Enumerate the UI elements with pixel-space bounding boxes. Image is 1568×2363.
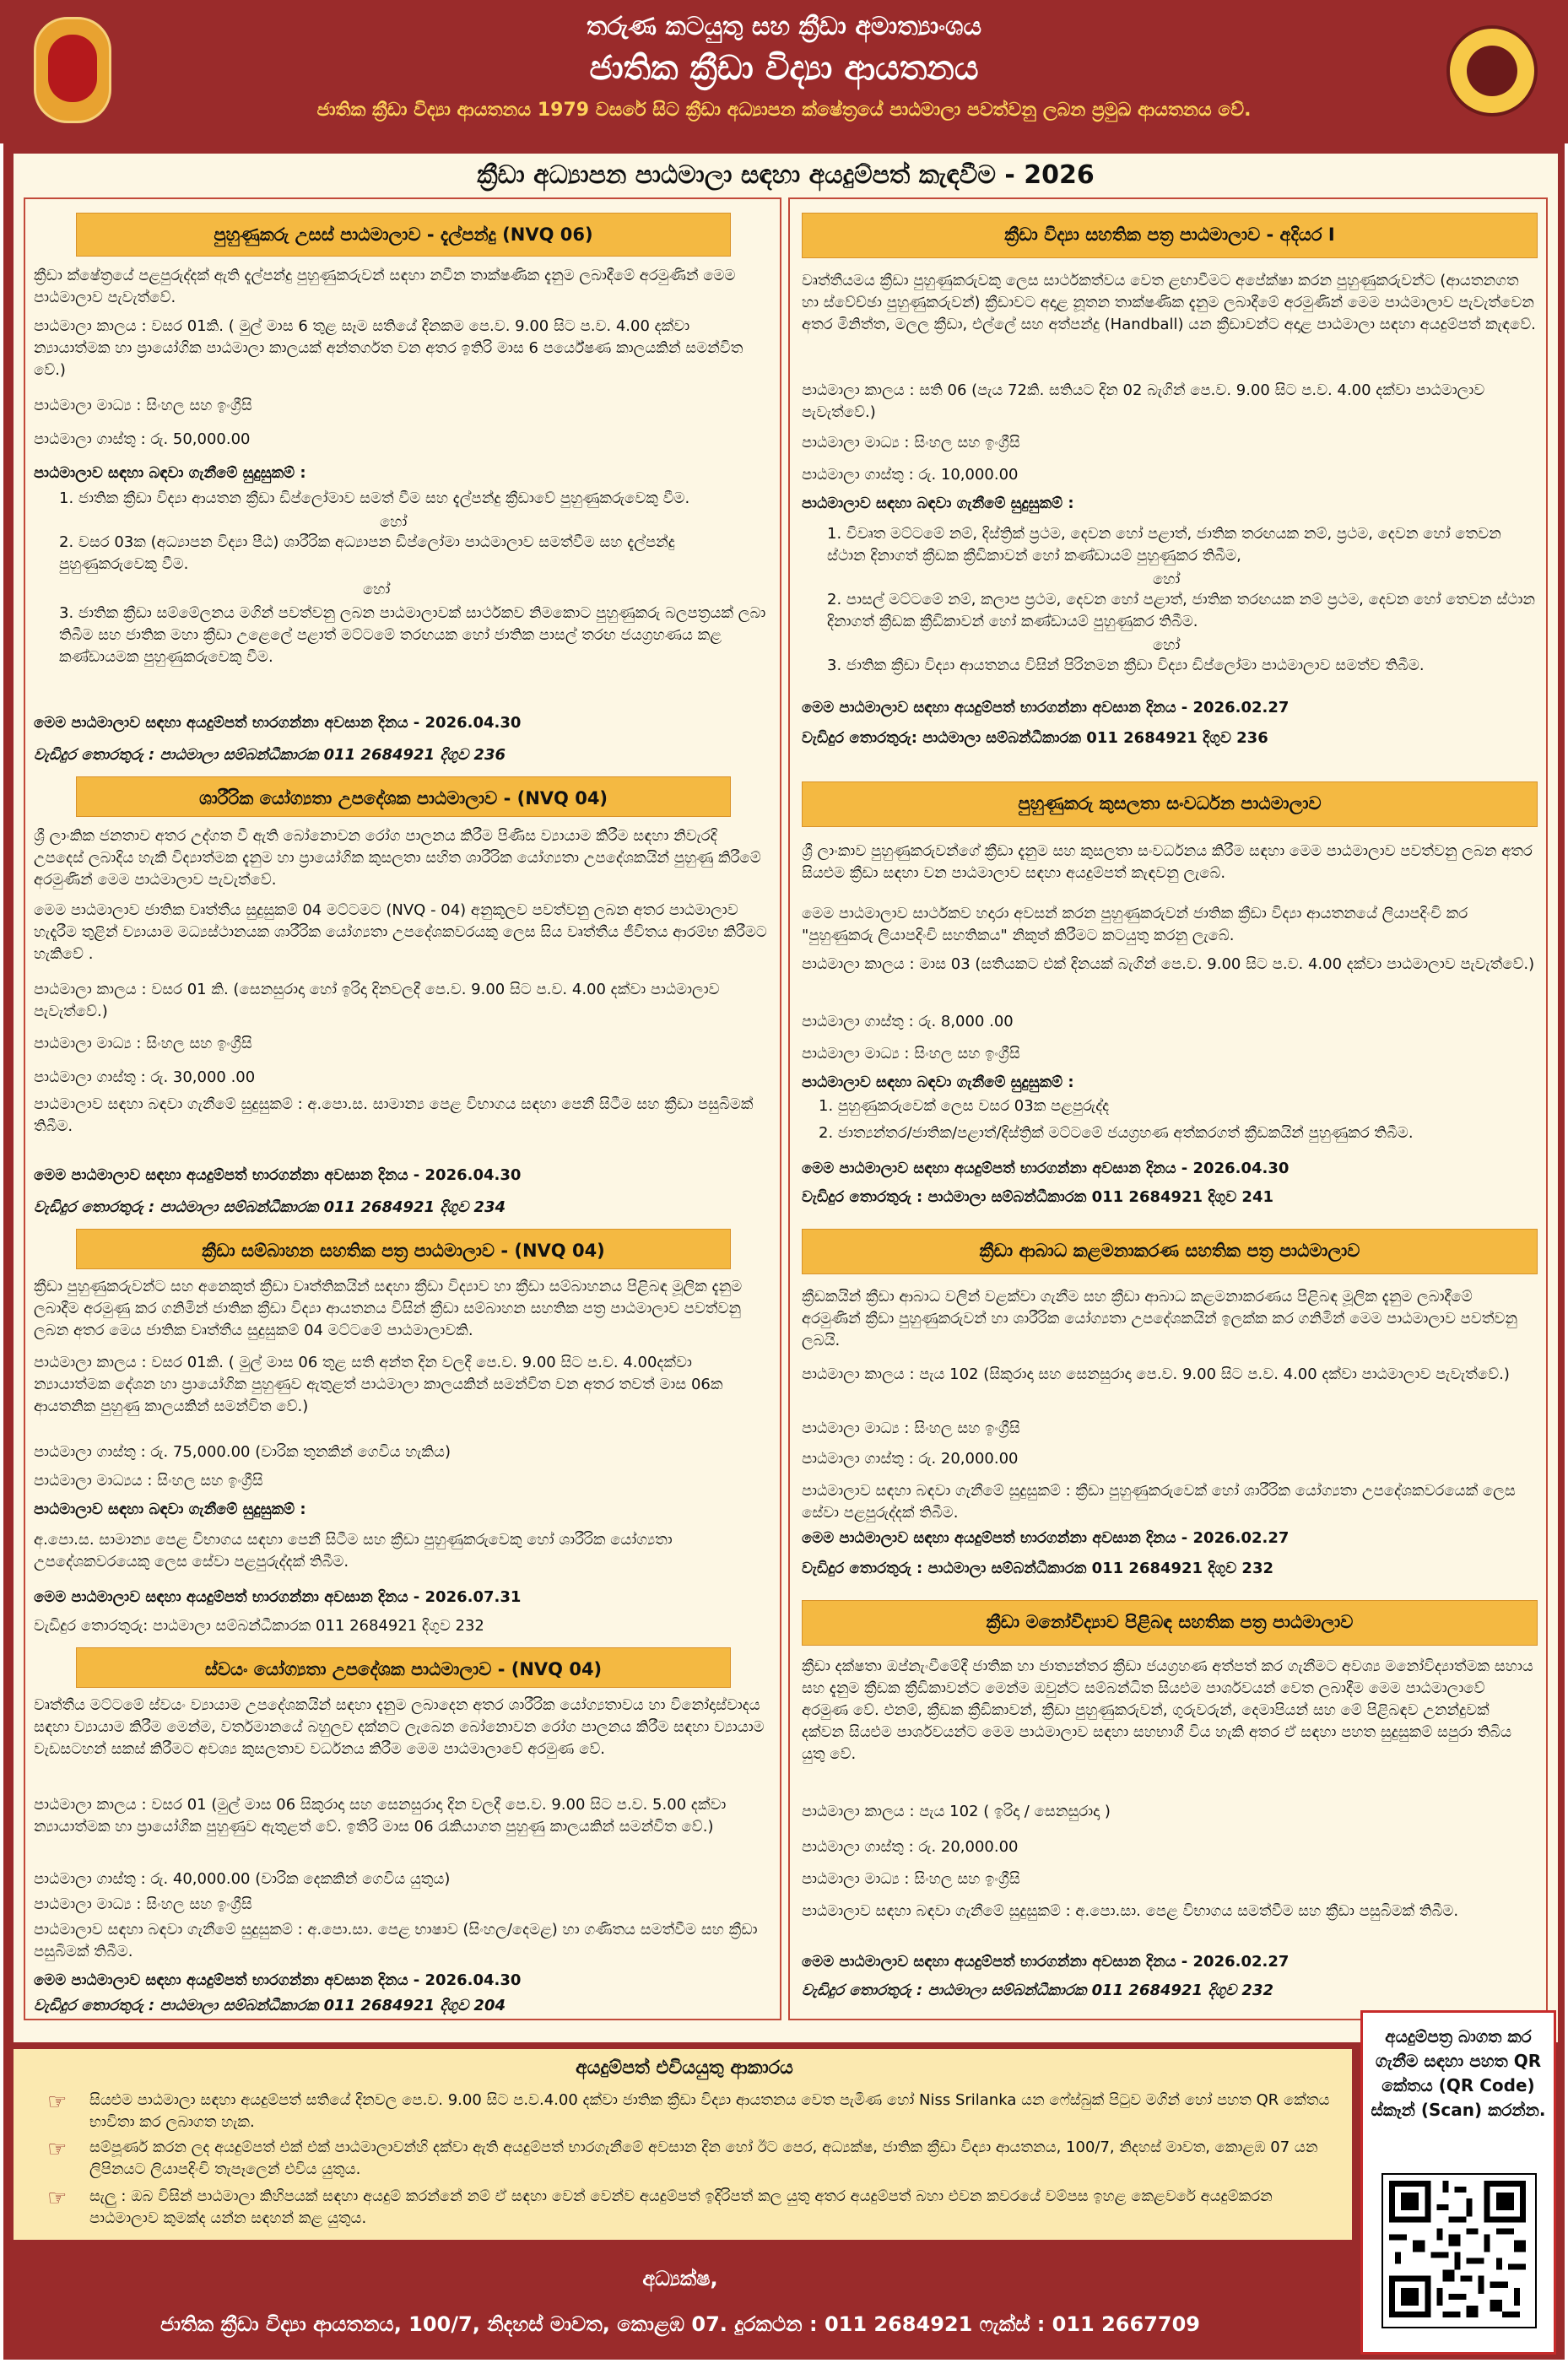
course-requirements: පාඨමාලාව සඳහා බඳවා ගැනීමේ සුදුසුකම් : අ.පො.සා. පෙළ භාෂාව (සිංහල/දෙමළ) හා ගණිතය සමත්වීම සහ ක්‍රීඩා පසුබිමක් තිබීම.: [34, 1921, 758, 1960]
course-fee: පාඨමාලා ගාස්තු : රු. 10,000.00: [802, 466, 1019, 484]
course-duration: පාඨමාලා කාලය : පැය 102 (සිකුරාදා සහ සෙනසුරාදා පෙ.ව. 9.00 සිට ප.ව. 4.00 දක්වා පාඨමාලාව පැවැත්වේ.): [802, 1365, 1510, 1383]
footer-director: අධ්‍යක්ෂ,: [642, 2267, 718, 2290]
course-fee: පාඨමාලා ගාස්තු : රු. 30,000 .00: [34, 1068, 256, 1086]
course-deadline: මෙම පාඨමාලාව සඳහා අයදුම්පත් භාරගන්නා අවසාන දිනය - 2026.04.30: [34, 1971, 522, 1989]
course-duration: පාඨමාලා කාලය : පැය 102 ( ඉරිදා / සෙනසුරාදා ): [802, 1803, 1111, 1820]
course-deadline: මෙම පාඨමාලාව සඳහා අයදුම්පත් භාරගන්නා අවසාන දිනය - 2026.02.27: [802, 699, 1290, 716]
course-deadline: මෙම පාඨමාලාව සඳහා අයදුම්පත් භාරගන්නා අවසාන දිනය - 2026.04.30: [802, 1160, 1290, 1177]
course-req-head: පාඨමාලාව සඳහා බඳවා ගැනීමේ සුදුසුකම් :: [34, 1501, 306, 1518]
course-title-fitness-instructor: ශාරීරික යෝග්‍යතා උපදේශක පාඨමාලාව - (NVQ 04): [76, 776, 731, 817]
course-req-item: 2. පාසල් මට්ටමේ නම්, කලාප ප්‍රථම, දෙවන හෝ පළාත්, ජාතික තරඟයක නම් ප්‍රථම, දෙවන හෝ තෙවන ස්ථාන දිනාගත් ක්‍රීඩක ක්‍රීඩිකාවන් හෝ කණ්ඩායම් පුහුණුකර තිබීම.: [827, 591, 1536, 630]
course-fee: පාඨමාලා ගාස්තු : රු. 75,000.00 (වාරික තුනකින් ගෙවිය හැකිය): [34, 1443, 451, 1461]
course-fee: පාඨමාලා ගාස්තු : රු. 40,000.00 (වාරික දෙකකින් ගෙවිය යුතුය): [34, 1870, 451, 1888]
course-medium: පාඨමාලා මාධ්‍ය : සිංහල සහ ඉංග්‍රීසි: [34, 1895, 252, 1913]
course-contact: වැඩිදුර තොරතුරු: පාඨමාලා සම්බන්ධීකාරක 011 2684921 දිගුව 232: [34, 1617, 484, 1635]
course-title-sports-science-cert: ක්‍රීඩා විද්‍යා සහතික පත්‍ර පාඨමාලාව - අදියර I: [802, 213, 1538, 258]
course-contact: වැඩිදුර තොරතුරු : පාඨමාලා සම්බන්ධීකාරක 011 2684921 දිගුව 232: [802, 1982, 1273, 1999]
course-nvq-note: මෙම පාඨමාලාව ජාතික වෘත්තීය සුදුසුකම් 04 මට්ටමට (NVQ - 04) අනුකූලව පවත්වනු ලබන අතර පාඨමාලාව හැදෑරීම තුළින් ව්‍යායාම මධ්‍යස්ථානයක ශාරීරික යෝග්‍යතා උපදේශකවරයකු ලෙස සිය වෘත්තීය ජීවිතය ආරම්භ කිරීමට හැකිවේ .: [34, 901, 767, 963]
course-duration: පාඨමාලා කාලය : සති 06 (පැය 72කි. සතියට දින 02 බැගින් පෙ.ව. 9.00 සිට ප.ව. 4.00 දක්වා පාඨමාලාව පැවැත්වේ.): [802, 381, 1485, 421]
course-fee: පාඨමාලා ගාස්තු : රු. 50,000.00: [34, 430, 251, 448]
qr-code-panel: [1360, 2010, 1556, 2355]
course-cert-note: මෙම පාඨමාලාව සාර්ථකව හදාරා අවසන් කරන පුහුණුකරුවන් ජාතික ක්‍රීඩා විද්‍යා ආයතනයේ ලියාපදිංචි කර "පුහුණුකරු ලියාපදිංචි සහතිකය" නිකුත් කිරීමට කටයුතු කරනු ලැබේ.: [802, 905, 1468, 944]
course-medium: පාඨමාලා මාධ්‍ය : සිංහල සහ ඉංග්‍රීසි: [802, 1045, 1020, 1063]
course-req-item: 2. වසර 03ක (අධ්‍යාපන විද්‍යා පීඨ) ශාරීරික අධ්‍යාපන ඩිප්ලෝමා පාඨමාලාව සමත්වීම සහ දැල්පන්දු පුහුණුකරුවෙකු වීම.: [59, 533, 675, 573]
course-medium: පාඨමාලා මාධ්‍යය : සිංහල සහ ඉංග්‍රීසි: [34, 1472, 263, 1490]
institute-tagline: ජාතික ක්‍රීඩා විද්‍යා ආයතනය 1979 වසරේ සිට ක්‍රීඩා අධ්‍යාපන ක්ෂේත්‍රයේ පාඨමාලා පවත්වනු ලබන ප්‍රමුඛ ආයතනය වේ.: [316, 100, 1252, 121]
course-intro: ශ්‍රී ලාංකික ජනතාව අතර උද්ගත වී ඇති බෝනොවන රෝග පාලනය කිරීම පිණිස ව්‍යායාම කිරීම සඳහා නිවැරදි උපදෙස් ලබාදිය හැකි විද්‍යාත්මක දැනුම හා ප්‍රායෝගික කුසලතා සහිත ශාරීරික යෝග්‍යතා උපදේශකයින් පුහුණු කිරීමේ අරමුණින් මෙම පාඨමාලාව පැවැත්වේ.: [34, 827, 761, 889]
header-banner: [0, 0, 1568, 143]
course-fee: පාඨමාලා ගාස්තු : රු. 8,000 .00: [802, 1013, 1014, 1030]
footer-contact: ජාතික ක්‍රීඩා විද්‍යා ආයතනය, 100/7, නිදහස් මාවත, කොළඹ 07. දුරකථන : 011 2684921 ෆැක්ස් : 011 2667709: [160, 2312, 1200, 2336]
course-deadline: මෙම පාඨමාලාව සඳහා අයදුම්පත් භාරගන්නා අවසාන දිනය - 2026.02.27: [802, 1529, 1290, 1547]
course-contact: වැඩිදුර තොරතුරු : පාඨමාලා සම්බන්ධීකාරක 011 2684921 දිගුව 234: [34, 1198, 506, 1216]
course-contact: වැඩිදුර තොරතුරු : පාඨමාලා සම්බන්ධීකාරක 011 2684921 දිගුව 241: [802, 1188, 1273, 1206]
course-requirements: පාඨමාලාව සඳහා බඳවා ගැනීමේ සුදුසුකම් : අ.පො.ස. සාමාන්‍ය පෙළ විභාගය සඳහා පෙනී සිටීම සහ ක්‍රීඩා පසුබිමක් තිබීම.: [34, 1095, 754, 1135]
course-req-item: 3. ජාතික ක්‍රීඩා සම්මේලනය මගින් පවත්වනු ලබන පාඨමාලාවක් සාර්ථකව නිමකොට පුහුණුකරු බලපත්‍රයක් ලබා තිබීම සහ ජාතික මහා ක්‍රීඩා උළෙලේ පළාත් මට්ටමේ තරඟයක හෝ ජාතික පාසල් තරඟ ජයග්‍රහණය කළ කණ්ඩායමක පුහුණුකරුවෙකු වීම.: [59, 604, 766, 666]
course-duration: පාඨමාලා කාලය : වසර 01කි. ( මුල් මාස 6 තුළ සෑම සතියේ දිනකම පෙ.ව. 9.00 සිට ප.ව. 4.00 දක්වා න්‍යායාත්මක හා ප්‍රායෝගික පාඨමාලා කාලයක් අන්තර්ගත වන අතර ඉතිරි මාස 6 පර්යේෂණ කාලයකින් සමන්විත වේ.): [34, 317, 743, 379]
apply-step: සියළුම පාඨමාලා සඳහා අයදුම්පත් සතියේ දිනවල පෙ.ව. 9.00 සිට ප.ව.4.00 දක්වා ජාතික ක්‍රීඩා විද්‍යා ආයතනය වෙත පැමිණ හෝ Niss Srilanka යන ෆේස්බුක් පිටුව මගින් හෝ පහත QR කේතය භාවිතා කර ලබාගත හැක.: [89, 2091, 1330, 2131]
course-or: හෝ: [380, 513, 408, 531]
course-medium: පාඨමාලා මාධ්‍ය : සිංහල සහ ඉංග්‍රීසි: [802, 1419, 1020, 1437]
course-medium: පාඨමාලා මාධ්‍ය : සිංහල සහ ඉංග්‍රීසි: [802, 434, 1020, 452]
qr-code-icon[interactable]: [1381, 2173, 1537, 2328]
course-deadline: මෙම පාඨමාලාව සඳහා අයදුම්පත් භාරගන්නා අවසාන දිනය - 2026.02.27: [802, 1953, 1290, 1971]
pointing-hand-icon: ☞: [47, 2090, 68, 2115]
course-title-injury-management: ක්‍රීඩා ආබාධ කළමනාකරණ සහතික පත්‍ර පාඨමාලාව: [802, 1229, 1538, 1274]
pointing-hand-icon: ☞: [47, 2137, 68, 2162]
course-req-head: පාඨමාලාව සඳහා බඳවා ගැනීමේ සුදුසුකම් :: [802, 495, 1074, 512]
course-intro: ක්‍රීඩා දක්ෂතා ඔප්නැංවීමේදී ජාතික හා ජාත්‍යන්තර ක්‍රීඩා ජයග්‍රහණ අත්පත් කර ගැනීමට අවශ්‍ය මනෝවිද්‍යාත්මක සහාය සහ දැනුම ක්‍රීඩක ක්‍රීඩිකාවන්ට මෙන්ම ඔවුන්ට සම්බන්ධිත සියළුම පාර්ශවයන් වෙත ලබාදීම මෙම පාඨමාලාවේ අරමුණ වේ. එනම්, ක්‍රීඩක ක්‍රීඩිකාවන්, ක්‍රීඩා පුහුණුකරුවන්, ගුරුවරුන්, දෙමාපියන් සහ මේ පිළිබඳව උනන්දුවක් දක්වන සියළුම පාර්ශවයන්ට මෙම පාඨමාලාව සඳහා සහභාගී විය හැකි අතර ඒ සඳහා පහත සුදුසුකම් සපුරා තිබිය යුතු වේ.: [802, 1657, 1533, 1763]
course-req-head: පාඨමාලාව සඳහා බඳවා ගැනීමේ සුදුසුකම් :: [34, 464, 306, 482]
institute-name: ජාතික ක්‍රීඩා විද්‍යා ආයතනය: [589, 49, 979, 88]
course-contact: වැඩිදුර තොරතුරු : පාඨමාලා සම්බන්ධීකාරක 011 2684921 දිගුව 232: [802, 1560, 1273, 1577]
course-title-netball: පුහුණුකරු උසස් පාඨමාලාව - දැල්පන්දු (NVQ 06): [76, 213, 731, 257]
course-title-coach-skills: පුහුණුකරු කුසලතා සංවර්ධන පාඨමාලාව: [802, 781, 1538, 827]
apply-step: සම්පූර්ණ කරන ලද අයදුම්පත් එක් එක් පාඨමාලාවන්හි දක්වා ඇති අයදුම්පත් භාරගැනීමේ අවසාන දින හෝ ඊට පෙර, අධ්‍යක්ෂ, ජාතික ක්‍රීඩා විද්‍යා ආයතනය, 100/7, නිදහස් මාවත, කොළඹ 07 යන ලිපිනයට ලියාපදිංචි තැපෑලෙන් එවිය යුතුය.: [89, 2139, 1318, 2178]
course-requirements: පාඨමාලාව සඳහා බඳවා ගැනීමේ සුදුසුකම් : අ.පො.සා. පෙළ විභාගය සමත්වීම සහ ක්‍රීඩා පසුබිමක් තිබීම.: [802, 1902, 1459, 1920]
apply-note: සැලු : ඔබ විසින් පාඨමාලා කිහිපයක් සඳහා අයදුම් කරන්නේ නම් ඒ සඳහා වෙන් වෙන්ව අයදුම්පත් ඉදිරිපත් කල යුතු අතර අයදුම්පත් බහා එවන කවරයේ වම්පස ඉහළ කෙළවරේ අයදුම්කරන පාඨමාලාව කුමක්ද යන්න සඳහන් කළ යුතුය.: [89, 2187, 1273, 2227]
course-or: හෝ: [363, 581, 391, 598]
course-requirements: පාඨමාලාව සඳහා බඳවා ගැනීමේ සුදුසුකම් : ක්‍රීඩා පුහුණුකරුවෙක් හෝ ශාරීරික යෝග්‍යතා උපදේශකවරයෙක් ලෙස සේවා පළපුරුද්දක් තිබීම.: [802, 1482, 1516, 1522]
course-duration: පාඨමාලා කාලය : මාස 03 (සතියකට එක් දිනයක් බැගින් පෙ.ව. 9.00 සිට ප.ව. 4.00 දක්වා පාඨමාලාව පැවැත්වේ.): [802, 955, 1535, 973]
course-intro: ශ්‍රී ලාංකාව පුහුණුකරුවන්ගේ ක්‍රීඩා දැනුම සහ කුසලතා සංවර්ධනය කිරීම සඳහා මෙම පාඨමාලාව පවත්වනු ලබන අතර සියළුම ක්‍රීඩා සඳහා වන පාඨමාලාව සඳහා අයදුම්පත් කැඳවනු ලැබේ.: [802, 842, 1533, 882]
course-req-head: පාඨමාලාව සඳහා බඳවා ගැනීමේ සුදුසුකම් :: [802, 1073, 1074, 1091]
course-req-item: 2. ජාත්‍යන්තර/ජාතික/පළාත්/දිස්ත්‍රික් මට්ටමේ ජයග්‍රහණ අත්කරගත් ක්‍රීඩකයින් පුහුණුකර තිබීම.: [819, 1124, 1414, 1142]
course-duration: පාඨමාලා කාලය : වසර 01කි. ( මුල් මාස 06 තුළ සති අන්ත දින වලදී පෙ.ව. 9.00 සිට ප.ව. 4.00දක්වා න්‍යායාත්මක දේශන හා ප්‍රායෝගික පුහුණුව ඇතුළත් පාඨමාලා කාලයකින් සමන්විත වන අතර තවත් මාස 06ක ආයතනික පුහුණු කාලයකින් සමන්විත වේ.): [34, 1354, 723, 1415]
course-intro: ක්‍රීඩා ක්ෂේත්‍රයේ පළපුරුද්දක් ඇති දැල්පන්දු පුහුණුකරුවන් සඳහා නවීන තාක්ෂණික දැනුම ලබාදීමේ අරමුණින් මෙම පාඨමාලාව පැවැත්වේ.: [34, 267, 736, 306]
course-or: හෝ: [1153, 636, 1181, 654]
course-fee: පාඨමාලා ගාස්තු : රු. 20,000.00: [802, 1838, 1019, 1856]
course-contact: වැඩිදුර තොරතුරු: පාඨමාලා සම්බන්ධීකාරක 011 2684921 දිගුව 236: [802, 729, 1268, 747]
course-title-sports-psychology: ක්‍රීඩා මනෝවිද්‍යාව පිළිබඳ සහතික පත්‍ර පාඨමාලාව: [802, 1600, 1538, 1646]
course-intro: වෘත්තීය මට්ටමේ ස්වයං ව්‍යායාම උපදේශකයින් සඳහා දැනුම ලබාදෙන අතර ශාරීරික යෝග්‍යතාවය හා විනෝදාස්වාදය සඳහා ව්‍යායාම කිරීම මෙන්ම, වර්තමානයේ බහුලව දක්නට ලැබෙන බෝනොවන රෝග පාලනය කිරීම සඳහා ව්‍යායාම වැඩසටහන් සකස් කිරීමට අවශ්‍ය කුසලතාව වර්ධනය කිරීම මෙම පාඨමාලාවේ අරමුණ වේ.: [34, 1696, 765, 1758]
course-deadline: මෙම පාඨමාලාව සඳහා අයදුම්පත් භාරගන්නා අවසාන දිනය - 2026.04.30: [34, 714, 522, 732]
pointing-hand-icon: ☞: [47, 2186, 68, 2211]
course-requirements: අ.පො.ස. සාමාන්‍ය පෙළ විභාගය සඳහා පෙනී සිටීම සහ ක්‍රීඩා පුහුණුකරුවෙකු හෝ ශාරීරික යෝග්‍යතා උපදේශකවරයෙකු ලෙස සේවා පළපුරුද්දක් තිබීම.: [34, 1531, 673, 1571]
left-column: [24, 197, 781, 2020]
course-duration: පාඨමාලා කාලය : වසර 01 කි. (සෙනසුරාදා හෝ ඉරිදා දිනවලදී පෙ.ව. 9.00 සිට ප.ව. 4.00 දක්වා පාඨමාලාව පැවැත්වේ.): [34, 981, 720, 1020]
course-intro: ක්‍රීඩා පුහුණුකරුවන්ට සහ අනෙකුත් ක්‍රීඩා වෘත්තිකයින් සඳහා ක්‍රීඩා විද්‍යාව හා ක්‍රීඩා සම්බාහනය පිළිබඳ මූලික දැනුම ලබාදීම අරමුණු කර ගනිමින් ජාතික ක්‍රීඩා විද්‍යා ආයතනය විසින් ක්‍රීඩා සම්බාහන සහතික පත්‍ර පාඨමාලාව පවත්වනු ලබන අතර මෙය ජාතික වෘත්තීය සුදුසුකම් 04 මට්ටමේ පාඨමාලාවකි.: [34, 1278, 743, 1339]
how-to-apply-panel: [12, 2047, 1354, 2241]
ministry-name: තරුණ කටයුතු සහ ක්‍රීඩා අමාත්‍යාංශය: [586, 12, 982, 41]
course-intro: වෘත්තීයමය ක්‍රීඩා පුහුණුකරුවකු ලෙස සාර්ථකත්වය වෙත ළඟාවීමට අපේක්ෂා කරන පුහුණුකරුවන්ට (ආයතනගත හා ස්වේච්ඡා පුහුණුකරුවන්) ක්‍රීඩාවට අදාළ නූතන තාක්ෂණික දැනුම ලබාදීමේ අරමුණින් මෙම පාඨමාලාව පැවැත්වෙන අතර මිනිත්ත, මලල ක්‍රීඩා, එල්ලේ සහ අත්පන්දු (Handball) යන ක්‍රීඩාවන්ට අදාළ පාඨමාලා සඳහා අයදුම්පත් කැඳවේ.: [802, 272, 1536, 333]
course-fee: පාඨමාලා ගාස්තු : රු. 20,000.00: [802, 1450, 1019, 1468]
page-title: ක්‍රීඩා අධ්‍යාපන පාඨමාලා සඳහා අයදුම්පත් කැඳවීම - 2026: [477, 160, 1095, 190]
course-duration: පාඨමාලා කාලය : වසර 01 (මුල් මාස 06 සිකුරාදා සහ සෙනසුරාදා දින වලදී පෙ.ව. 9.00 සිට ප.ව. 5.00 දක්වා න්‍යායාත්මක හා ප්‍රායෝගික පුහුණුව ඇතුළත් වේ. ඉතිරි මාස 06 රැකියාගත පුහුණු කාලයකින් සමන්විත වේ.): [34, 1796, 727, 1836]
course-or: හෝ: [1153, 570, 1181, 588]
course-req-item: 1. පුහුණුකරුවෙක් ලෙස වසර 03ක පළපුරුද්ද: [819, 1097, 1110, 1115]
course-medium: පාඨමාලා මාධ්‍ය : සිංහල සහ ඉංග්‍රීසි: [34, 397, 252, 414]
right-column: [788, 197, 1548, 2020]
course-medium: පාඨමාලා මාධ්‍ය : සිංහල සහ ඉංග්‍රීසි: [802, 1870, 1020, 1888]
course-req-item: 1. විවෘත මට්ටමේ නම්, දිස්ත්‍රික් ප්‍රථම, දෙවන හෝ පළාත්, ජාතික තරඟයක නම්, ප්‍රථම, දෙවන හෝ තෙවන ස්ථාන දිනාගත් ක්‍රීඩක ක්‍රීඩිකාවන් හෝ කණ්ඩායම් පුහුණුකර තිබීම,: [827, 525, 1501, 565]
course-contact: වැඩිදුර තොරතුරු : පාඨමාලා සම්බන්ධීකාරක 011 2684921 දිගුව 204: [34, 1997, 506, 2014]
how-to-apply-title: අයදුම්පත් එවියයුතු ආකාරය: [576, 2057, 793, 2079]
course-title-self-fitness: ස්වයං යෝග්‍යතා උපදේශක පාඨමාලාව - (NVQ 04): [76, 1647, 731, 1688]
niss-logo-icon: [1446, 25, 1538, 116]
course-req-item: 3. ජාතික ක්‍රීඩා විද්‍යා ආයතනය විසින් පිරිනමන ක්‍රීඩා විද්‍යා ඩිප්ලෝමා පාඨමාලාව සමත්ව තිබීම.: [827, 657, 1425, 674]
qr-instructions: අයදුම්පත්‍ර බාගත කර ගැනීම සඳහා පහත QR කේතය (QR Code) ස්කෑන් (Scan) කරන්න.: [1371, 2026, 1546, 2120]
course-deadline: මෙම පාඨමාලාව සඳහා අයදුම්පත් භාරගන්නා අවසාන දිනය - 2026.07.31: [34, 1588, 522, 1606]
course-title-sports-massage: ක්‍රීඩා සම්බාහන සහතික පත්‍ර පාඨමාලාව - (NVQ 04): [76, 1229, 731, 1269]
course-req-item: 1. ජාතික ක්‍රීඩා විද්‍යා ආයතන ක්‍රීඩා ඩිප්ලෝමාව සමත් වීම සහ දැල්පන්දු ක්‍රීඩාවේ පුහුණුකරුවෙකු වීම.: [59, 489, 690, 507]
footer-banner: [3, 2245, 1357, 2360]
course-contact: වැඩිදුර තොරතුරු : පාඨමාලා සම්බන්ධීකාරක 011 2684921 දිගුව 236: [34, 746, 506, 764]
course-deadline: මෙම පාඨමාලාව සඳහා අයදුම්පත් භාරගන්නා අවසාන දිනය - 2026.04.30: [34, 1166, 522, 1184]
course-medium: පාඨමාලා මාධ්‍ය : සිංහල සහ ඉංග්‍රීසි: [34, 1035, 252, 1052]
course-intro: ක්‍රීඩකයින් ක්‍රීඩා ආබාධ වලින් වළක්වා ගැනීම සහ ක්‍රීඩා ආබාධ කළමනාකරණය පිළිබඳ මූලික දැනුම ලබාදීමේ අරමුණින් ක්‍රීඩා පුහුණුකරුවන් හා ශාරීරික යෝග්‍යතා උපදේශකයින් ඉලක්ක කර ගනිමින් මෙම පාඨමාලාව පවත්වනු ලබයි.: [802, 1288, 1517, 1349]
main-panel: [12, 152, 1560, 2044]
